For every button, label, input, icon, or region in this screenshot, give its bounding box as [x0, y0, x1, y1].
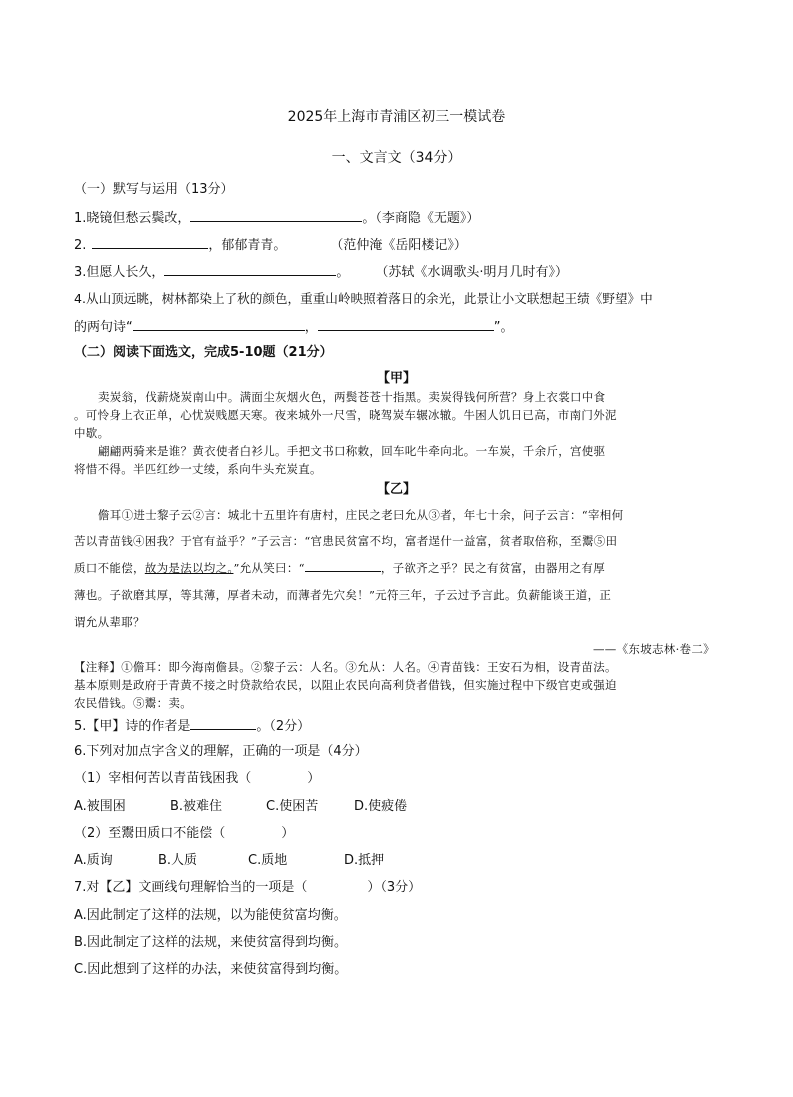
- q7-option-b[interactable]: B.因此制定了这样的法规，来使贫富得到均衡。: [74, 935, 348, 950]
- q6-s1-option-a[interactable]: A.被围困: [74, 799, 126, 814]
- question-2: [74, 235, 467, 255]
- notes-line2: 基本原则是政府于青黄不接之时贷款给农民，以阻止农民向高利贷者借钱，但实施过程中下级官吏或强迫: [74, 678, 617, 692]
- q6-sub1-text: （1）宰相何苦以青苗钱困我（: [74, 771, 252, 786]
- jia-p1-line3: 中歇。: [74, 426, 110, 440]
- q4-comma: ，: [304, 320, 318, 335]
- q6-sub2: [74, 825, 294, 843]
- yi-line1: 儋耳①进士黎子云②言：城北十五里许有唐村，庄民之老曰允从③者，年七十余，问子云言：“宰相何: [98, 508, 624, 522]
- q5-blank[interactable]: [190, 716, 256, 730]
- q6-sub1-close: ）: [307, 771, 321, 786]
- q6-s2-option-c[interactable]: C.质地: [248, 853, 288, 868]
- q6-s1-option-c[interactable]: C.使困苦: [266, 799, 319, 814]
- question-4-line1: 4.从山顶远眺，树林都染上了秋的颜色，重重山岭映照着落日的余光，此景让小文联想起王绩《野望》中: [74, 291, 653, 306]
- yi-line3-start: 质口不能偿，: [74, 561, 145, 575]
- q7-score: ）（3分）: [367, 880, 422, 895]
- question-4-line2: [74, 317, 514, 337]
- jia-p2-line2: 将惜不得。半匹红纱一丈绫，系向牛头充炭直。: [74, 462, 322, 476]
- jia-p2-line1: 翩翩两骑来是谁？黄衣使者白衫儿。手把文书口称敕，回车叱牛牵向北。一车炭，千余斤，宫使驱: [98, 444, 606, 458]
- part2-heading: （二）阅读下面选文，完成5-10题（21分）: [74, 345, 333, 360]
- yi-blank[interactable]: [305, 560, 381, 572]
- q7-option-a[interactable]: A.因此制定了这样的法规，以为能使贫富均衡。: [74, 908, 347, 923]
- q4-end: ”。: [493, 320, 514, 335]
- question-3: [74, 262, 568, 282]
- question-1: [74, 208, 479, 228]
- q6-s1-option-d[interactable]: D.使疲倦: [354, 799, 408, 814]
- part1-heading: （一）默写与运用（13分）: [74, 182, 234, 197]
- question-6: 6.下列对加点字含义的理解，正确的一项是（4分）: [74, 744, 368, 759]
- notes-line1: 【注释】①儋耳：即今海南儋县。②黎子云：人名。③允从：人名。④青苗钱：王安石为相，设青苗法。: [74, 660, 617, 674]
- yi-line3-mid: ”允从笑曰：“: [233, 561, 305, 575]
- passage-yi-label: 【乙】: [376, 482, 416, 497]
- yi-source: ——《东坡志林·卷二》: [593, 642, 715, 656]
- yi-line3-end: ，子欲齐之乎？民之有贫富，由器用之有厚: [380, 561, 606, 575]
- q1-source: 。（李商隐《无题》）: [362, 211, 480, 226]
- question-5: [74, 716, 310, 736]
- q4-blank-2[interactable]: [318, 317, 494, 331]
- q6-sub2-options: [74, 852, 384, 870]
- q2-text: ，郁郁青青。: [208, 238, 287, 253]
- q5-end: 。（2分）: [256, 719, 311, 734]
- q3-end: 。: [336, 265, 350, 280]
- q4-text: 的两句诗“: [74, 320, 133, 335]
- section-heading: 一、文言文（34分）: [331, 150, 462, 166]
- underlined-sentence: 故为是法以均之。: [144, 561, 234, 575]
- exam-title: 2025年上海市青浦区初三一模试卷: [287, 109, 506, 125]
- q2-blank[interactable]: [92, 235, 208, 249]
- q6-s1-option-b[interactable]: B.被难住: [170, 799, 223, 814]
- q1-blank[interactable]: [190, 208, 362, 222]
- q6-sub2-text: （2）至鬻田质口不能偿（: [74, 826, 226, 841]
- jia-p1-line2: 。可怜身上衣正单，心忧炭贱愿天寒。夜来城外一尺雪，晓驾炭车辗冰辙。牛困人饥日已高，市南门外泥: [74, 408, 617, 422]
- q3-text: 3.但愿人长久，: [74, 265, 165, 280]
- q2-num: 2.: [74, 238, 87, 253]
- passage-jia-label: 【甲】: [376, 371, 416, 386]
- q7-option-c[interactable]: C.因此想到了这样的办法，来使贫富得到均衡。: [74, 962, 348, 977]
- q1-text: 1.晓镜但愁云鬓改，: [74, 211, 191, 226]
- q6-s2-option-d[interactable]: D.抵押: [344, 853, 385, 868]
- q6-sub1-options: [74, 798, 407, 816]
- q4-blank-1[interactable]: [133, 317, 305, 331]
- notes-line3: 农民借钱。⑤鬻：卖。: [74, 696, 192, 710]
- q7-text: 7.对【乙】文画线句理解恰当的一项是（: [74, 880, 308, 895]
- q6-s2-option-a[interactable]: A.质询: [74, 853, 113, 868]
- q3-source: （苏轼《水调歌头·明月几时有》）: [375, 265, 569, 280]
- yi-line5: 谓允从辈耶？: [74, 615, 145, 629]
- question-7: [74, 879, 421, 897]
- q6-sub2-close: ）: [281, 826, 295, 841]
- q3-blank[interactable]: [164, 262, 336, 276]
- q6-s2-option-b[interactable]: B.人质: [158, 853, 198, 868]
- yi-line4: 薄也。子欲磨其厚，等其薄，厚者未动，而薄者先穴矣！”元符三年，子云过予言此。负薪能谈王道，正: [74, 588, 612, 602]
- yi-line2: 苦以青苗钱④困我？于官有益乎？”子云言：“官患民贫富不均，富者逞什一益富，贫者取倍称，至鬻⑤田: [74, 534, 618, 548]
- q5-text: 5.【甲】诗的作者是: [74, 719, 191, 734]
- q2-source: （范仲淹《岳阳楼记》）: [330, 238, 467, 253]
- jia-p1-line1: 卖炭翁，伐薪烧炭南山中。满面尘灰烟火色，两鬓苍苍十指黑。卖炭得钱何所营？身上衣裳口中食: [98, 390, 606, 404]
- yi-line3: [74, 560, 605, 576]
- q6-sub1: [74, 770, 320, 788]
